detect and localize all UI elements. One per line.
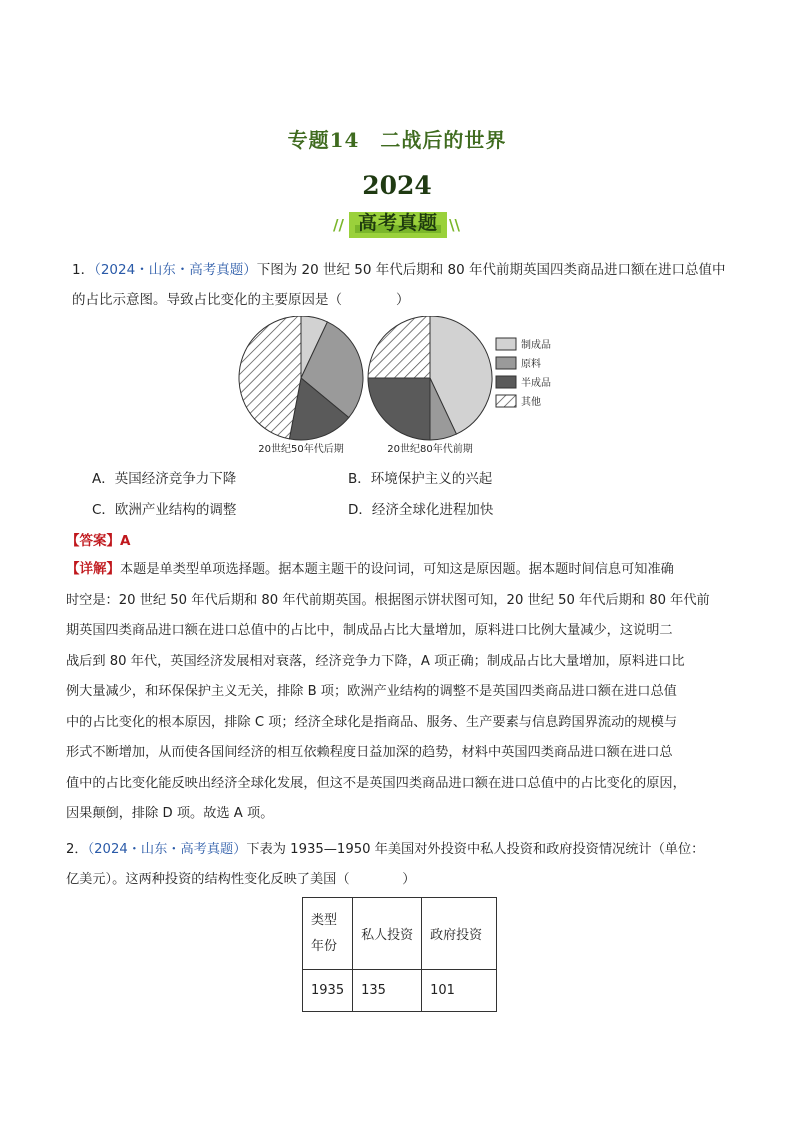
table-corner-cell: [303, 898, 353, 970]
detail-line-4: 例大量减少，和环保保护主义无关，排除 B 项；欧洲产业结构的调整不是英国四类商品进口额在进口总值: [66, 684, 677, 699]
q1-stem-line1: [72, 255, 732, 285]
page-title: 专题14 二战后的世界: [287, 128, 507, 152]
detail-label: 【详解】: [66, 561, 120, 577]
banner-slash-left-icon: //: [333, 216, 344, 234]
q1-source: （2024・山东・高考真题）: [94, 262, 257, 278]
detail-line-8: 因果颠倒，排除 D 项。故选 A 项。: [66, 806, 274, 821]
legend-label-其他: 其他: [521, 397, 541, 408]
legend-swatch-半成品: [496, 376, 516, 388]
table-row: [303, 970, 497, 1012]
detail-line-1: 时空是：20 世纪 50 年代后期和 80 年代前期英国。根据图示饼状图可知，20 世纪 50 年代后期和 80 年代前: [66, 592, 710, 608]
q1-number: 1．: [72, 262, 95, 278]
pie-1980s: [368, 316, 492, 440]
detail-line-7: 值中的占比变化能反映出经济全球化发展，但这不是英国四类商品进口额在进口总值中的占比变化的原因，: [66, 775, 686, 791]
legend-label-半成品: 半成品: [521, 378, 551, 389]
answer-label: 【答案】: [66, 533, 120, 549]
q1-detail: [66, 554, 736, 830]
q2-stem-line2: 亿美元）。这两种投资的结构性变化反映了美国（ ）: [66, 872, 416, 887]
q1-option-d[interactable]: D．经济全球化进程加快: [348, 502, 494, 518]
banner: [333, 207, 463, 237]
pie-1980s-slice-其他: [368, 316, 430, 378]
q1-stem-line2: 的占比示意图。导致占比变化的主要原因是（ ）: [72, 292, 410, 308]
pie-1980s-slice-半成品: [368, 378, 430, 440]
legend-label-制成品: 制成品: [521, 340, 551, 351]
detail-line-3: 战后到 80 年代，英国经济发展相对衰落，经济竞争力下降，A 项正确；制成品占比大量增加，原料进口比: [66, 653, 685, 669]
detail-line-5: 中的占比变化的根本原因，排除 C 项；经济全球化是指商品、服务、生产要素与信息跨国界流动的规模与: [66, 714, 678, 730]
pie-1950s-caption: 20世纪50年代后期: [258, 444, 344, 455]
corner-year: 年份: [311, 938, 338, 954]
q1-answer: [66, 529, 130, 549]
banner-slash-right-icon: \\: [449, 216, 460, 234]
detail-line-0: 本题是单类型单项选择题。据本题主题干的设问词，可知这是原因题。据本题时间信息可知准确: [120, 562, 674, 577]
detail-line-6: 形式不断增加，从而使各国间经济的相互依赖程度日益加深的趋势，材料中英国四类商品进口额在进口总: [66, 745, 673, 760]
q1-option-c[interactable]: C．欧洲产业结构的调整: [92, 502, 237, 518]
legend-swatch-其他: [496, 395, 516, 407]
year-heading: 2024: [362, 171, 432, 200]
banner-label: 高考真题: [357, 212, 438, 234]
row-private: 135: [353, 970, 422, 1012]
detail-line-2: 期英国四类商品进口额在进口总值中的占比中，制成品占比大量增加，原料进口比例大量减少，这说明二: [66, 623, 673, 638]
header-private: 私人投资: [353, 898, 422, 970]
pie-1950s: [239, 316, 363, 440]
q1-stem: [72, 255, 732, 315]
header-government: 政府投资: [422, 898, 497, 970]
legend-label-原料: 原料: [521, 359, 541, 370]
pie-legend: [496, 338, 551, 408]
q2-number: 2．: [66, 842, 88, 857]
pie-1980s-caption: 20世纪80年代前期: [387, 444, 473, 455]
q2-source: （2024・山东・高考真题）: [87, 842, 247, 857]
q1-option-b[interactable]: B．环境保护主义的兴起: [348, 471, 493, 487]
q1-stem-text1: 下图为 20 世纪 50 年代后期和 80 年代前期英国四类商品进口额在进口总值中: [256, 262, 726, 278]
pie-1950s-slice-其他: [239, 316, 301, 439]
corner-type: 类型: [311, 912, 338, 928]
q2-stem: [66, 835, 736, 895]
legend-swatch-制成品: [496, 338, 516, 350]
legend-swatch-原料: [496, 357, 516, 369]
row-year: 1935: [303, 970, 353, 1012]
answer-value: A: [120, 533, 131, 549]
q1-option-a[interactable]: A．英国经济竞争力下降: [92, 471, 237, 487]
pie-charts-figure: [238, 316, 568, 456]
q2-table-wrap: [302, 897, 497, 1012]
row-government: 101: [422, 970, 497, 1012]
investment-table: [302, 897, 497, 1012]
q2-stem-text1: 下表为 1935—1950 年美国对外投资中私人投资和政府投资情况统计（单位：: [246, 842, 705, 857]
